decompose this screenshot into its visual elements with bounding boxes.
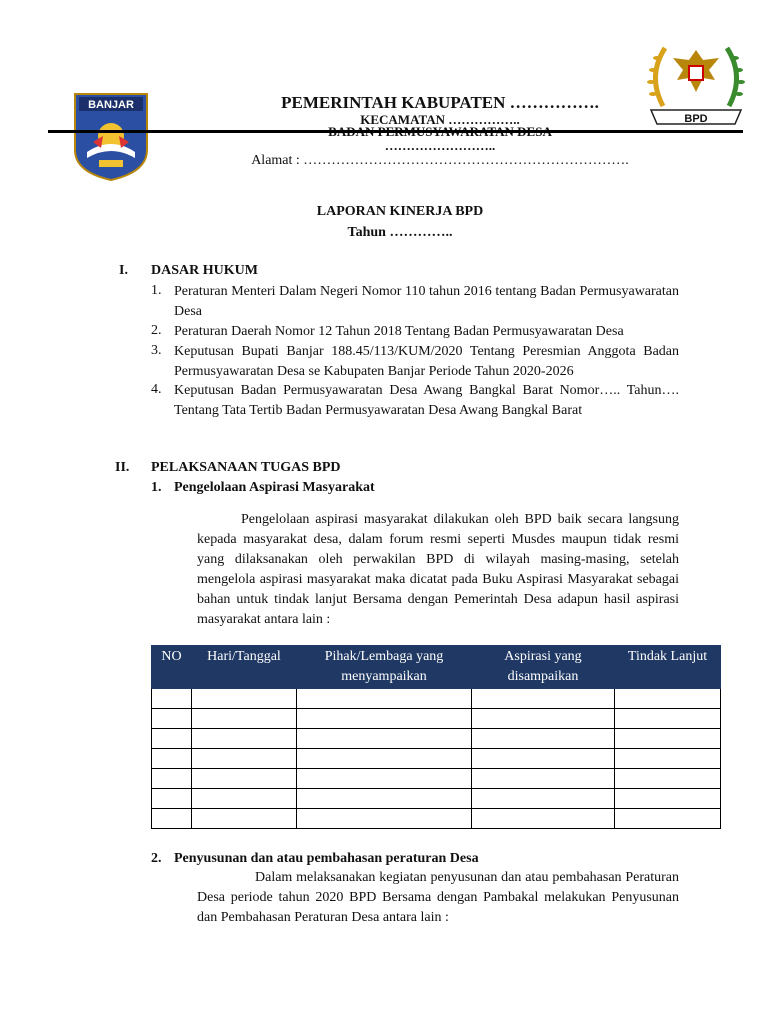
legal-item-4-number: 4. [151,382,162,397]
section-1-title: DASAR HUKUM [151,263,258,278]
table-cell[interactable] [472,789,615,809]
section-2-number: II. [115,460,130,475]
header-line-4: …………………….. [384,138,496,153]
table-cell[interactable] [297,709,472,729]
subsection-1-paragraph: Pengelolaan aspirasi masyarakat dilakukan oleh BPD baik secara langsung kepada masyarakat desa, dalam forum resmi seperti Musdes maupun tidak resmi yang dilaksanakan oleh perwakilan BPD di wilayah masing-masing, setelah mengelola aspirasi masyarakat maka dicatat pada Buku Aspirasi Masyarakat sebagai bahan untuk tindak lanjut Bersama dengan Pemerintah Desa adapun hasil aspirasi masyarakat antara lain : [197,512,679,627]
report-year: Tahun ………….. [347,225,453,240]
header-line-2: KECAMATAN …………….. [360,112,520,127]
subsection-2-paragraph: Dalam melaksanakan kegiatan penyusunan dan atau pembahasan Peraturan Desa periode tahun 2020 BPD Bersama dengan Pambakal melakukan Penyusunan dan Pembahasan Peraturan Desa antara lain : [197,870,679,925]
column-header-date: Hari/Tanggal [192,646,297,689]
table-row [152,749,721,769]
subsection-1-number: 1. [151,480,162,495]
table-cell[interactable] [297,749,472,769]
table-cell[interactable] [615,809,721,829]
subsection-2-number: 2. [151,851,162,866]
header-line-1: PEMERINTAH KABUPATEN ……………. [281,93,599,112]
table-row [152,789,721,809]
table-cell[interactable] [152,709,192,729]
section-1-number: I. [119,263,128,278]
table-cell[interactable] [192,789,297,809]
banjar-logo-label: BANJAR [88,99,134,111]
table-cell[interactable] [297,809,472,829]
table-cell[interactable] [192,729,297,749]
table-cell[interactable] [152,749,192,769]
header-line-3: BADAN PERMUSYAWARATAN DESA [328,124,552,139]
column-header-aspiration: Aspirasi yang disampaikan [472,646,615,689]
table-cell[interactable] [297,729,472,749]
table-cell[interactable] [472,689,615,709]
table-cell[interactable] [615,689,721,709]
table-cell[interactable] [615,729,721,749]
legal-item-2-number: 2. [151,323,162,338]
table-cell[interactable] [152,769,192,789]
table-cell[interactable] [472,769,615,789]
table-row [152,769,721,789]
section-2-title: PELAKSANAAN TUGAS BPD [151,460,341,475]
column-header-party: Pihak/Lembaga yang menyampaikan [297,646,472,689]
subsection-2-title: Penyusunan dan atau pembahasan peraturan Desa [174,851,479,866]
table-cell[interactable] [297,789,472,809]
subsection-1-title: Pengelolaan Aspirasi Masyarakat [174,480,375,495]
legal-item-1-number: 1. [151,283,162,298]
table-cell[interactable] [152,689,192,709]
table-cell[interactable] [152,809,192,829]
table-row [152,709,721,729]
table-row [152,689,721,709]
table-cell[interactable] [192,749,297,769]
table-cell[interactable] [192,809,297,829]
bpd-logo-label: BPD [684,113,708,125]
table-cell[interactable] [192,769,297,789]
table-cell[interactable] [297,769,472,789]
aspiration-table [151,645,721,829]
table-cell[interactable] [615,789,721,809]
legal-item-1-text: Peraturan Menteri Dalam Negeri Nomor 110 tahun 2016 tentang Badan Permusyawaratan Desa [174,284,679,319]
table-cell[interactable] [152,789,192,809]
legal-item-4-text: Keputusan Badan Permusyawaratan Desa Awang Bangkal Barat Nomor….. Tahun…. Tentang Tata Tertib Badan Permusyawaratan Desa Awang Bangkal Barat [174,383,679,418]
table-cell[interactable] [152,729,192,749]
table-cell[interactable] [615,769,721,789]
table-cell[interactable] [615,749,721,769]
table-header-row [152,646,721,689]
table-cell[interactable] [192,689,297,709]
column-header-follow-up: Tindak Lanjut [615,646,721,689]
banjar-logo [73,92,149,182]
table-cell[interactable] [472,809,615,829]
table-cell[interactable] [297,689,472,709]
header-address: Alamat : ……………………………………………………………. [251,153,629,168]
table-cell[interactable] [192,709,297,729]
table-cell[interactable] [472,729,615,749]
legal-item-2-text: Peraturan Daerah Nomor 12 Tahun 2018 Tentang Badan Permusyawaratan Desa [174,324,624,339]
column-header-no: NO [152,646,192,689]
report-title: LAPORAN KINERJA BPD [316,204,484,219]
table-cell[interactable] [472,709,615,729]
table-cell[interactable] [472,749,615,769]
table-row [152,729,721,749]
header-rule [48,130,743,133]
legal-item-3-text: Keputusan Bupati Banjar 188.45/113/KUM/2020 Tentang Peresmian Anggota Badan Permusyawaratan Desa se Kabupaten Banjar Periode Tahun 2020-2026 [174,344,679,379]
table-row [152,809,721,829]
legal-item-3-number: 3. [151,343,162,358]
table-cell[interactable] [615,709,721,729]
